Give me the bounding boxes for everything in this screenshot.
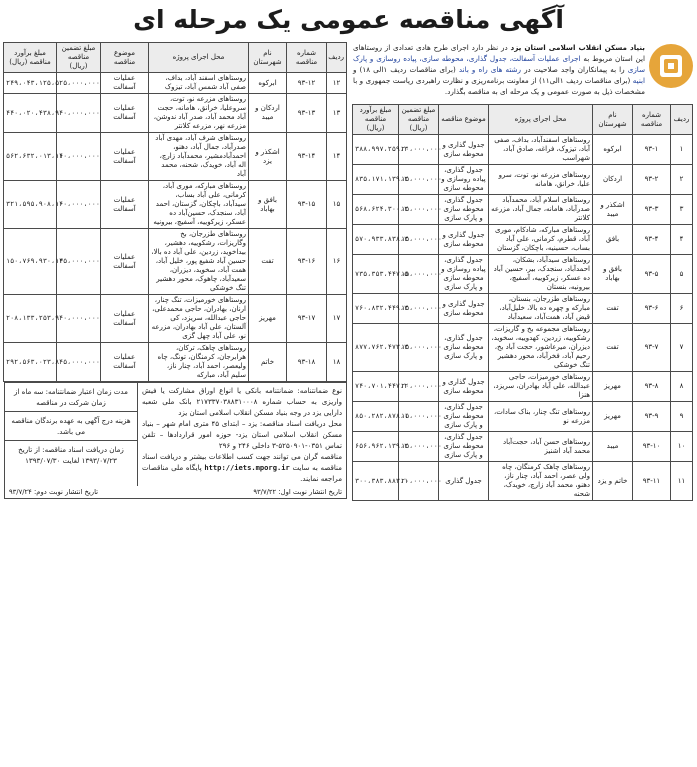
county-name: مهریز — [593, 372, 633, 402]
estimate-amount: ۸۵۰،۲۸۲،۸۷۸،۱ — [353, 402, 399, 432]
row-number: ۷ — [671, 324, 693, 372]
county-name: اشکذر و میبد — [593, 195, 633, 225]
project-location: روستاهای اسلام آباد، محمدآباد صدرآباد، هامانه، جمال آباد، مزرعه کلانتر — [489, 195, 593, 225]
estimate-amount: ۸۳۵،۱۷۱،۱۳۹،۲ — [353, 165, 399, 195]
guarantee-amount: ۱۵،۰۰۰،۰۰۰ — [399, 294, 439, 324]
column-header: محل اجرای پروژه — [149, 43, 249, 73]
estimate-amount: ۷۴۰،۷۰۱،۴۴۷،۲ — [353, 372, 399, 402]
tender-subject: عملیات آسفالت — [101, 73, 149, 94]
estimate-amount: ۲۴۹،۰۴۳،۱۲۵،۵ — [4, 73, 57, 94]
row-number: ۳ — [671, 195, 693, 225]
more-info-text: مناقصه گران می توانند جهت کسب اطلاعات بیشتر و دریافت اسناد مناقصه به سایت — [142, 452, 342, 472]
tender-subject: جدول گذاری، محوطه سازی و پارک سازی — [439, 324, 489, 372]
county-name: بافق و بهاباد — [249, 181, 287, 229]
row-number: ۱۲ — [327, 73, 347, 94]
right-tender-table — [352, 104, 693, 501]
county-name: اردکان و میبد — [249, 94, 287, 133]
table-row — [353, 324, 693, 372]
project-location: روستاهای اسفند آباد، بداف، صفی آباد شمس آباد، تیزوک — [149, 73, 249, 94]
estimate-amount: ۲۰۸،۱۳۳،۲۵۳،۹ — [4, 295, 57, 343]
tender-number: ۹۳-۱۱ — [633, 462, 671, 501]
guarantee-amount: ۱۵،۰۰۰،۰۰۰ — [399, 225, 439, 255]
column-header: مبلغ برآورد مناقصه (ریال) — [353, 105, 399, 135]
tender-number: ۹۳-۱۳ — [287, 94, 327, 133]
intro-highlight-3: ابنیه — [632, 76, 645, 85]
address-note: محل دریافت اسناد مناقصه: یزد – ابتدای ۴۵ متری امام شهر – بنیاد مسکن انقلاب اسلامی استان یزد- حوزه امور قراردادها – تلفن تماس ۰۳۵۱-۵۲۵۰۹۰۱-۳ داخلی ۲۴۶ و ۲۹۶ — [142, 419, 342, 450]
county-name: اردکان — [593, 165, 633, 195]
estimate-amount: ۳۸۸،۹۹۷،۲۵۹،۳ — [353, 135, 399, 165]
table-row — [353, 402, 693, 432]
column-header: مبلغ تضمین مناقصه (ریال) — [399, 105, 439, 135]
project-location: روستاهای خورمیزات، حاجی عبدالله، علی آباد بهادران، سریزد، هنزا — [489, 372, 593, 402]
row-number: ۱۴ — [327, 133, 347, 181]
validity-note: مدت زمان اعتبار ضمانتنامه: سه ماه از زمان شرکت در مناقصه — [5, 383, 137, 412]
tender-subject: جدول گذاری، محوطه سازی و پارک سازی — [439, 195, 489, 225]
guarantee-amount: ۱۵،۰۰۰،۰۰۰ — [399, 165, 439, 195]
project-location: روستاهای تنگ چنار، بناک سادات، مزرعه نو — [489, 402, 593, 432]
estimate-amount: ۳۲۱،۵۹۵،۹۰۸،۱۰ — [4, 181, 57, 229]
column-header: مبلغ برآورد مناقصه (ریال) — [4, 43, 57, 73]
estimate-amount: ۵۶۲،۶۳۲،۰۱۳،۱۱ — [4, 133, 57, 181]
tender-subject: عملیات آسفالت — [101, 295, 149, 343]
tender-number: ۹۳-۱۶ — [287, 229, 327, 295]
county-name: تفت — [249, 229, 287, 295]
guarantee-amount: ۲۰،۰۰۰،۰۰۰ — [399, 372, 439, 402]
estimate-amount: ۳۰۰،۳۸۳،۸۸۳،۱ — [353, 462, 399, 501]
row-number: ۱۷ — [327, 295, 347, 343]
county-name: خاتم — [249, 343, 287, 382]
right-column — [353, 42, 693, 501]
notes-main — [137, 383, 346, 486]
column-header: محل اجرای پروژه — [489, 105, 593, 135]
column-header: مبلغ تضمین مناقصه (ریال) — [57, 43, 101, 73]
guarantee-amount: ۲۰،۰۰۰،۰۰۰ — [399, 135, 439, 165]
county-name: مهریز — [249, 295, 287, 343]
tender-number: ۹۳-۱۲ — [287, 73, 327, 94]
county-name: مهریز — [593, 402, 633, 432]
guarantee-note: نوع ضمانتنامه: ضمانتنامه بانکی یا انواع اوراق مشارکت یا فیش واریزی به حساب شماره ۲۱۷۳۳۷۰۳۸۸۳۱۰۰۰۸ بانک ملی شعبه دارایی یزد در وجه بنیاد مسکن انقلاب اسلامی استان یزد — [142, 386, 342, 417]
column-header: ردیف — [671, 105, 693, 135]
table-row — [353, 225, 693, 255]
table-row — [353, 294, 693, 324]
table-row — [353, 165, 693, 195]
estimate-amount: ۸۷۷،۷۶۲،۴۷۳،۳ — [353, 324, 399, 372]
tender-subject: جدول گذاری، پیاده روسازی و محوطه سازی و پارک سازی — [439, 255, 489, 294]
row-number: ۲ — [671, 165, 693, 195]
notes-side — [5, 383, 137, 486]
project-location: روستاهای طزرجان، بخ وگاریزات، رشکوییه، دهشیر، بیداخوید، زردین، علی آباد ده بالا، حسین آباد شفیع پور، خلیل آباد، همت آباد، سخوید، دیزران، سعیدآباد، چاهوک، محور دهشیر تنگ خوشکی — [149, 229, 249, 295]
tender-subject: جدول گذاری و محوطه سازی — [439, 294, 489, 324]
intro-highlight-2: رشته های راه و باند — [458, 65, 521, 74]
county-name: ابرکوه — [593, 135, 633, 165]
tender-number: ۹۳-۱۴ — [287, 133, 327, 181]
county-name: خاتم و یزد — [593, 462, 633, 501]
table-row — [353, 135, 693, 165]
second-publication-date: تاریخ انتشار نوبت دوم: ۹۳/۷/۲۴ — [9, 488, 99, 496]
tender-site-link[interactable]: http://iets.mporg.ir — [204, 463, 290, 472]
tender-number: ۹۳-۱ — [633, 135, 671, 165]
notice-title: آگهی مناقصه عمومی یک مرحله ای — [133, 5, 564, 34]
table-row — [4, 181, 347, 229]
tender-subject: جدول گذاری، محوطه سازی و پارک سازی — [439, 432, 489, 462]
tender-number: ۹۳-۳ — [633, 195, 671, 225]
row-number: ۱۱ — [671, 462, 693, 501]
guarantee-amount: ۴۰،۰۰۰،۰۰۰ — [57, 133, 101, 181]
project-location: روستاهای مبارکه، شادکام، موری آباد، قطرم، کرمانی، علی آباد بساب، حسینیه، باچکان، گزستان — [489, 225, 593, 255]
table-row — [4, 343, 347, 382]
county-name: بافق و بهاباد — [593, 255, 633, 294]
tender-number: ۹۳-۶ — [633, 294, 671, 324]
notes-section — [4, 382, 347, 499]
estimate-amount: ۲۹۲،۵۶۳،۰۲۳،۸ — [4, 343, 57, 382]
tender-subject: جدول گذاری و محوطه سازی — [439, 225, 489, 255]
estimate-amount: ۷۳۵،۳۵۳،۴۴۷،۵ — [353, 255, 399, 294]
estimate-amount: ۶۵۶،۹۶۲،۱۳۹،۲ — [353, 432, 399, 462]
right-table-header — [353, 105, 693, 135]
row-number: ۱ — [671, 135, 693, 165]
column-header: نام شهرستان — [249, 43, 287, 73]
left-column — [4, 42, 347, 499]
column-header: شماره مناقصه — [287, 43, 327, 73]
row-number: ۱۸ — [327, 343, 347, 382]
tender-number: ۹۳-۱۵ — [287, 181, 327, 229]
intro-org: بنیاد مسکن انقلاب اسلامی استان یزد — [510, 43, 645, 52]
project-location: روستاهای مزرعه نو، توت، سرو علیا، خرانق، هامانه — [489, 165, 593, 195]
row-number: ۱۳ — [327, 94, 347, 133]
guarantee-amount: ۱۵،۰۰۰،۰۰۰ — [399, 255, 439, 294]
tender-subject: عملیات آسفالت — [101, 94, 149, 133]
county-name: اشکذر و یزد — [249, 133, 287, 181]
tender-subject: جدول گذاری — [439, 462, 489, 501]
tender-subject: جدول گذاری و محوطه سازی — [439, 372, 489, 402]
tender-subject: عملیات آسفالت — [101, 133, 149, 181]
column-header: نام شهرستان — [593, 105, 633, 135]
project-location: روستاهای مزرعه نو، توت، سروعلیا، خرانق، هامانه، حجت آباد محمد آباد، صدر آباد ندوشن، مزرعه نهر، مزرعه کلانتر — [149, 94, 249, 133]
guarantee-amount: ۱۵،۰۰۰،۰۰۰ — [399, 432, 439, 462]
intro-text — [353, 42, 645, 97]
project-location: روستاهای مجموعه بخ و گاریزات، رشکوییه، زردین، کهدوییه، سخوید، دیزران، میرعاشور، حجت آباد بخ، رحیم آباد، فخرآباد، محور دهشیر تنگ خوشکی — [489, 324, 593, 372]
row-number: ۱۶ — [327, 229, 347, 295]
project-location: روستاهای چاهک کرمنگان، چاه ولی عصر، احمد آباد، چنار ناز، دهنو، محمد آباد زارچ، خویدک، شحنه — [489, 462, 593, 501]
estimate-amount: ۴۴۰،۰۲۰،۴۳۸،۹ — [4, 94, 57, 133]
county-name: تفت — [593, 294, 633, 324]
intro-text-1: در نظر دارد اجرای طرح هادی تعدادی از روستاهای این استان مربوط به — [353, 43, 645, 63]
row-number: ۱۰ — [671, 432, 693, 462]
guarantee-amount: ۴۰،۰۰۰،۰۰۰ — [57, 295, 101, 343]
cost-note: هزینه درج آگهی به عهده برندگان مناقصه می باشد. — [5, 412, 137, 441]
table-row — [353, 372, 693, 402]
guarantee-amount: ۲۵،۰۰۰،۰۰۰ — [57, 73, 101, 94]
row-number: ۱۵ — [327, 181, 347, 229]
tender-number: ۹۳-۱۸ — [287, 343, 327, 382]
project-location: روستاهای اسفندآباد، بداف، صفی آباد، تیزوک، فراغه، صادق آباد، شهراسب — [489, 135, 593, 165]
foundation-logo-icon — [649, 44, 693, 88]
estimate-amount: ۷۶۰،۸۳۲،۴۴۹،۳ — [353, 294, 399, 324]
more-info-text-2: پایگاه ملی مناقصات مراجعه نمایند. — [142, 463, 342, 483]
tender-number: ۹۳-۷ — [633, 324, 671, 372]
table-row — [4, 94, 347, 133]
row-number: ۶ — [671, 294, 693, 324]
notes-row — [5, 382, 346, 486]
guarantee-amount: ۴۵،۰۰۰،۰۰۰ — [57, 343, 101, 382]
intro-text-3: (برای مناقصات ردیف ۱الی ۱۸) و — [353, 65, 459, 74]
project-location: روستاهای طزرجان، بنستان، مبارکه و چهره ده بالا، خلیل‌آباد، قیض آباد، همت‌آباد، سعیدآباد — [489, 294, 593, 324]
tender-number: ۹۳-۱۰ — [633, 432, 671, 462]
tender-subject: عملیات آسفالت — [101, 181, 149, 229]
table-row — [4, 133, 347, 181]
guarantee-amount: ۴۵،۰۰۰،۰۰۰ — [57, 229, 101, 295]
guarantee-amount: ۱۵،۰۰۰،۰۰۰ — [399, 402, 439, 432]
tender-number: ۹۳-۹ — [633, 402, 671, 432]
table-row — [353, 195, 693, 225]
left-table-header — [4, 43, 347, 73]
more-info-note — [142, 451, 342, 484]
column-header: شماره مناقصه — [633, 105, 671, 135]
project-location: روستاهای چاهک، ترکان، هرابرجان، کرمنگان، تونگ، چاه ولیعصر، احمد آباد، چنار ناز، سلیم آباد، مبارکه — [149, 343, 249, 382]
deadline-note: زمان دریافت اسناد مناقصه: از تاریخ ۱۳۹۳/۰۷/۲۳ لغایت ۱۳۹۳/۰۷/۳۰ — [18, 445, 124, 465]
row-number: ۴ — [671, 225, 693, 255]
first-publication-date: تاریخ انتشار نوبت اول: ۹۳/۷/۲۲ — [253, 488, 342, 496]
county-name: میبد — [593, 432, 633, 462]
table-row — [353, 255, 693, 294]
row-number: ۵ — [671, 255, 693, 294]
tender-subject: جدول گذاری، پیاده روسازی و محوطه سازی — [439, 165, 489, 195]
guarantee-amount: ۴۰،۰۰۰،۰۰۰ — [57, 181, 101, 229]
left-tender-table — [3, 42, 347, 382]
estimate-amount: ۱۵۰،۷۶۹،۹۳۰،۱۲ — [4, 229, 57, 295]
county-name: تفت — [593, 324, 633, 372]
tender-number: ۹۳-۵ — [633, 255, 671, 294]
publication-dates — [5, 486, 346, 498]
guarantee-amount: ۱۵،۰۰۰،۰۰۰ — [399, 324, 439, 372]
project-location: روستاهای مبارکه، موری آباد، کرمانی، علی آباد بساب، سیدآباد، باچکان، گزستان، احمد آباد، سنجدک، حسین‌آباد ده عسکر، زیرکوییه، آسفیچ، بیرونیه — [149, 181, 249, 229]
table-row — [4, 295, 347, 343]
county-name: ابرکوه — [249, 73, 287, 94]
intro-highlight-1: اجرای عملیات آسفالت، جدول گذاری، محوطه سازی، پیاده روسازی و پارک سازی — [353, 54, 646, 74]
project-location: روستاهای شرف آباد، مهدی آباد صدرآباد، جمال آباد، دهنو، احمدآبادمشیر، محمدآباد زارچ، اله آباد، خویدک، شحنه، محمد آباد — [149, 133, 249, 181]
tender-number: ۹۳-۲ — [633, 165, 671, 195]
table-row — [353, 432, 693, 462]
row-number: ۸ — [671, 372, 693, 402]
table-row — [4, 229, 347, 295]
estimate-amount: ۵۶۸،۶۲۴،۳۰۰،۲ — [353, 195, 399, 225]
project-location: روستاهای سیدآباد، بشکان، احمدآباد، سنجدک، بیر، حسین آباد ده عسکر، زیرکوییه، آسفیچ، بیرونیه، بنستان — [489, 255, 593, 294]
right-table-body — [353, 135, 693, 501]
tender-subject: عملیات آسفالت — [101, 343, 149, 382]
guarantee-amount: ۴۰،۰۰۰،۰۰۰ — [57, 94, 101, 133]
project-location: روستاهای خورمیزات، تنگ چنار، ارنان، بهادران، حاجی محمدعلی، حاجی عبدالله، سریزد، کی آلستان، علی آباد بهادران، مزرعه نو، علی آباد چهل گزی — [149, 295, 249, 343]
project-location: روستاهای حسن آباد، حجت‌آباد محمد آباد اشنیز — [489, 432, 593, 462]
table-row — [353, 462, 693, 501]
estimate-amount: ۵۷۰،۹۳۳،۸۳۸،۳ — [353, 225, 399, 255]
tender-notice — [4, 2, 693, 742]
left-table-body — [4, 73, 347, 382]
column-header: ردیف — [327, 43, 347, 73]
intro-section — [353, 42, 693, 104]
tender-subject: جدول گذاری، محوطه سازی و پارک سازی — [439, 402, 489, 432]
intro-text-4: (برای مناقصات ردیف ۱الی۱۱) از معاونت برنامه‌ریزی و نظارت راهبردی ریاست جمهوری و با مشخصات ذیل به صورت عمومی و یک مرحله ای به مناقصه بگذارد. — [353, 76, 645, 96]
tender-number: ۹۳-۱۷ — [287, 295, 327, 343]
guarantee-amount: ۱۵،۰۰۰،۰۰۰ — [399, 195, 439, 225]
tender-number: ۹۳-۴ — [633, 225, 671, 255]
row-number: ۹ — [671, 402, 693, 432]
tender-subject: عملیات آسفالت — [101, 229, 149, 295]
guarantee-amount: ۲۰،۰۰۰،۰۰۰ — [399, 462, 439, 501]
intro-text-2: را به پیمانکاران واجد صلاحیت در — [521, 65, 628, 74]
column-header: موضوع مناقصه — [101, 43, 149, 73]
column-header: موضوع مناقصه — [439, 105, 489, 135]
table-row — [4, 73, 347, 94]
tender-subject: جدول گذاری و محوطه سازی — [439, 135, 489, 165]
county-name: بافق — [593, 225, 633, 255]
tender-number: ۹۳-۸ — [633, 372, 671, 402]
